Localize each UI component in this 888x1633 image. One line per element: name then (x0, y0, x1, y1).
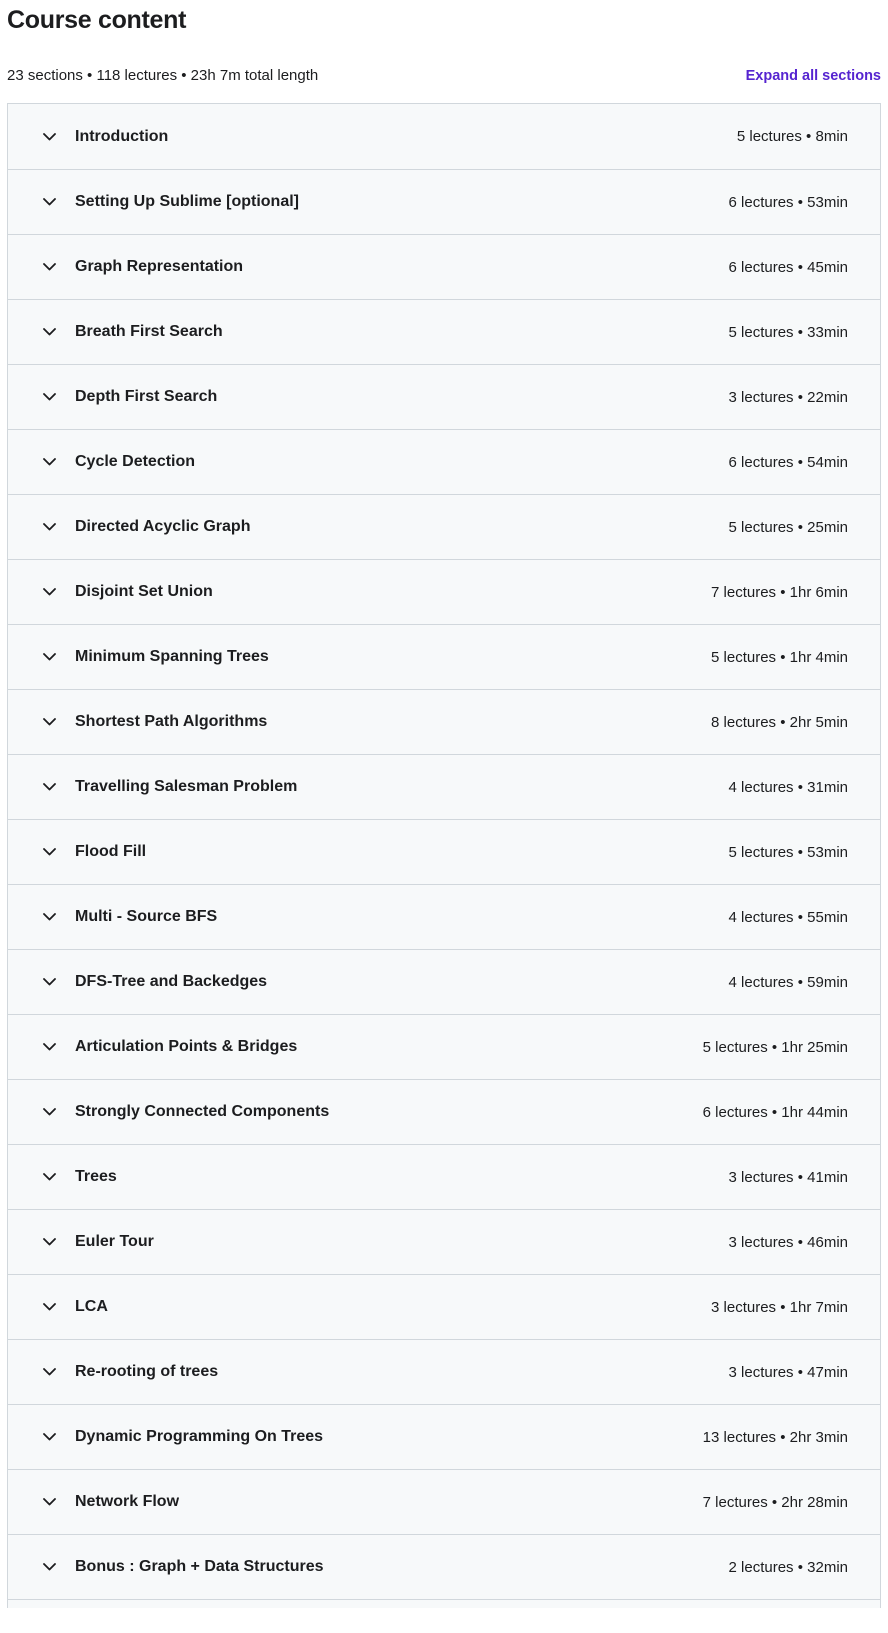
section-title: Re-rooting of trees (75, 1363, 219, 1380)
course-summary: 23 sections • 118 lectures • 23h 7m total length (7, 67, 319, 84)
section-row[interactable] (8, 104, 880, 169)
partial-next-row (7, 1600, 881, 1608)
chevron-down-icon (43, 848, 56, 856)
expand-all-sections-button[interactable]: Expand all sections (745, 68, 881, 84)
section-meta: 6 lectures • 53min (728, 193, 848, 211)
chevron-down-icon (43, 263, 56, 271)
section-meta: 5 lectures • 1hr 4min (711, 648, 848, 666)
section-meta: 4 lectures • 59min (728, 973, 848, 991)
section-meta: 5 lectures • 25min (728, 518, 848, 536)
section-row[interactable] (8, 689, 880, 754)
section-row[interactable] (8, 559, 880, 624)
section-title: Trees (75, 1168, 117, 1185)
section-meta: 5 lectures • 1hr 25min (702, 1038, 848, 1056)
section-title: Cycle Detection (75, 453, 196, 470)
section-row[interactable] (8, 299, 880, 364)
section-title: Graph Representation (75, 258, 244, 275)
section-title: Depth First Search (75, 388, 218, 405)
page-title: Course content (7, 6, 187, 34)
section-row[interactable] (8, 494, 880, 559)
chevron-down-icon (43, 198, 56, 206)
section-row[interactable] (8, 364, 880, 429)
section-title: LCA (75, 1298, 108, 1315)
section-meta: 8 lectures • 2hr 5min (711, 713, 848, 731)
section-title: Articulation Points & Bridges (75, 1038, 298, 1055)
section-row[interactable] (8, 624, 880, 689)
chevron-down-icon (43, 458, 56, 466)
section-list (7, 103, 881, 1600)
section-title: Strongly Connected Components (75, 1103, 330, 1120)
chevron-down-icon (43, 653, 56, 661)
section-row[interactable] (8, 1274, 880, 1339)
section-title: Network Flow (75, 1493, 180, 1510)
section-meta: 3 lectures • 22min (728, 388, 848, 406)
section-title: Setting Up Sublime [optional] (75, 193, 299, 210)
course-summary-row (7, 66, 881, 86)
section-row[interactable] (8, 169, 880, 234)
section-meta: 5 lectures • 53min (728, 843, 848, 861)
chevron-down-icon (43, 523, 56, 531)
section-title: Travelling Salesman Problem (75, 778, 298, 795)
section-title: DFS-Tree and Backedges (75, 973, 268, 990)
section-title: Disjoint Set Union (75, 583, 213, 600)
chevron-down-icon (43, 718, 56, 726)
chevron-down-icon (43, 978, 56, 986)
section-meta: 4 lectures • 31min (728, 778, 848, 796)
section-meta: 5 lectures • 8min (736, 128, 848, 145)
section-meta: 4 lectures • 55min (728, 908, 848, 926)
section-title: Flood Fill (75, 843, 147, 860)
chevron-down-icon (43, 133, 56, 141)
section-meta: 3 lectures • 47min (728, 1363, 848, 1381)
section-meta: 3 lectures • 41min (728, 1168, 848, 1186)
section-row[interactable] (8, 1534, 880, 1599)
section-meta: 3 lectures • 1hr 7min (711, 1298, 848, 1316)
chevron-down-icon (43, 1043, 56, 1051)
section-row[interactable] (8, 429, 880, 494)
section-row[interactable] (8, 949, 880, 1014)
section-row[interactable] (8, 1469, 880, 1534)
chevron-down-icon (43, 1303, 56, 1311)
chevron-down-icon (43, 393, 56, 401)
section-meta: 5 lectures • 33min (728, 323, 848, 341)
section-title: Bonus : Graph + Data Structures (75, 1558, 324, 1575)
section-title: Directed Acyclic Graph (75, 518, 251, 535)
section-row[interactable] (8, 1209, 880, 1274)
section-title: Euler Tour (75, 1233, 154, 1250)
section-row[interactable] (8, 234, 880, 299)
section-title: Breath First Search (75, 323, 223, 340)
chevron-down-icon (43, 588, 56, 596)
section-meta: 3 lectures • 46min (728, 1233, 848, 1251)
section-meta: 6 lectures • 54min (728, 453, 848, 471)
section-row[interactable] (8, 884, 880, 949)
section-title: Dynamic Programming On Trees (75, 1428, 324, 1445)
chevron-down-icon (43, 913, 56, 921)
section-meta: 6 lectures • 45min (728, 258, 848, 276)
section-row[interactable] (8, 1014, 880, 1079)
chevron-down-icon (43, 1173, 56, 1181)
chevron-down-icon (43, 1498, 56, 1506)
chevron-down-icon (43, 1368, 56, 1376)
chevron-down-icon (43, 783, 56, 791)
section-title: Minimum Spanning Trees (75, 648, 269, 665)
chevron-down-icon (43, 1238, 56, 1246)
section-meta: 7 lectures • 2hr 28min (702, 1493, 848, 1511)
section-title: Shortest Path Algorithms (75, 713, 268, 730)
section-row[interactable] (8, 1339, 880, 1404)
section-row[interactable] (8, 754, 880, 819)
section-row[interactable] (8, 1079, 880, 1144)
section-meta: 6 lectures • 1hr 44min (702, 1103, 848, 1121)
section-title: Introduction (75, 127, 169, 145)
chevron-down-icon (43, 1563, 56, 1571)
chevron-down-icon (43, 1433, 56, 1441)
section-row[interactable] (8, 819, 880, 884)
section-meta: 7 lectures • 1hr 6min (711, 583, 848, 601)
chevron-down-icon (43, 1108, 56, 1116)
section-title: Multi - Source BFS (75, 908, 218, 925)
section-row[interactable] (8, 1144, 880, 1209)
section-meta: 2 lectures • 32min (728, 1558, 848, 1576)
chevron-down-icon (43, 328, 56, 336)
section-row[interactable] (8, 1404, 880, 1469)
section-meta: 13 lectures • 2hr 3min (702, 1428, 848, 1446)
